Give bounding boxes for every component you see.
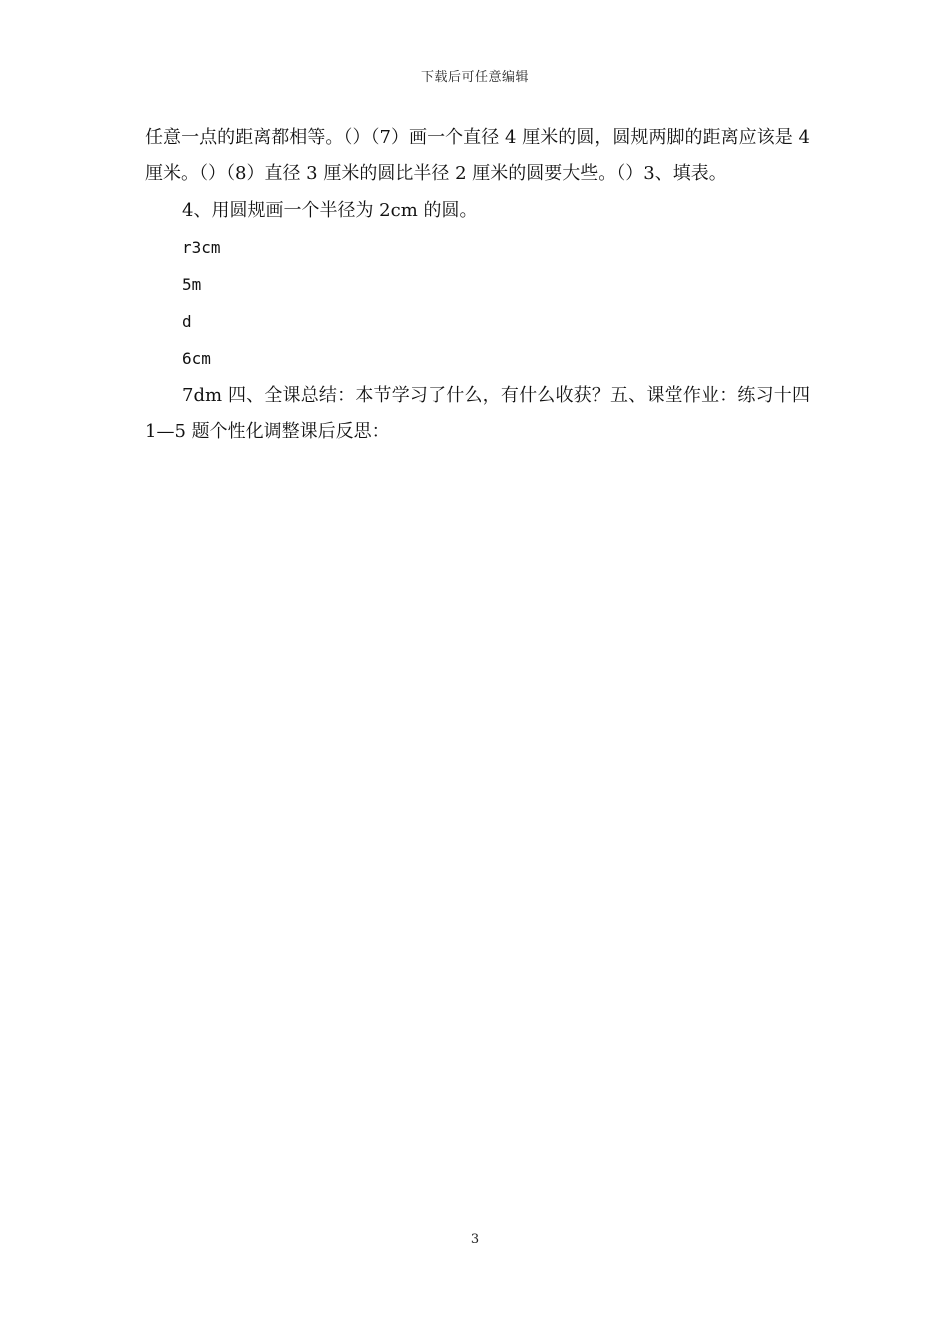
- page-header: 下载后可任意编辑: [420, 70, 529, 85]
- paragraph-true-false-questions: 任意一点的距离都相等。（）（7）画一个直径 4 厘米的圆，圆规两脚的距离应该是 4 厘米。（）（8）直径 3 厘米的圆比半径 2 厘米的圆要大些。（）3、填表。: [145, 127, 810, 184]
- page-number: 3: [470, 1232, 480, 1247]
- table-cell-5m: 5m: [182, 275, 202, 294]
- paragraph-summary-homework: 7dm 四、全课总结：本节学习了什么，有什么收获？五、课堂作业：练习十四 1—5 题个性化调整课后反思：: [145, 385, 810, 442]
- table-cell-r3cm: r3cm: [182, 238, 221, 257]
- paragraph-draw-circle-task: 4、用圆规画一个半径为 2cm 的圆。: [182, 200, 478, 221]
- table-cell-d: d: [182, 312, 192, 331]
- document-body: [145, 120, 810, 451]
- table-cell-6cm: 6cm: [182, 349, 211, 368]
